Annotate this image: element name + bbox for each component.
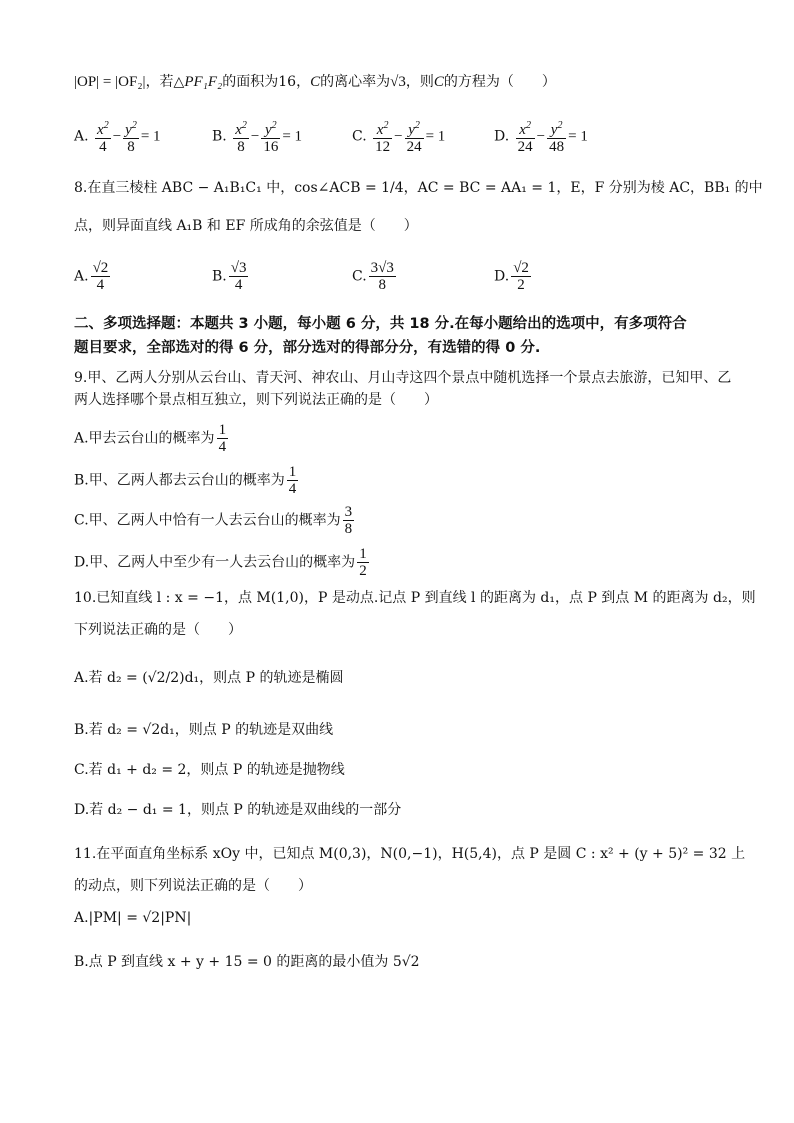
option-c-den2: 24 — [406, 139, 422, 155]
option-text: C.甲、乙两人中恰有一人去云台山的概率为 — [74, 512, 341, 529]
option-c-den1: 12 — [375, 139, 391, 155]
section-2-heading-line-2: 题目要求，全部选对的得 6 分，部分选对的得部分分，有选错的得 0 分. — [74, 340, 541, 356]
frac-num: 1 — [288, 464, 297, 480]
q8-option-d — [494, 260, 533, 293]
q11-option-b: B.点 P 到直线 x + y + 15 = 0 的距离的最小值为 5√2 — [74, 954, 420, 970]
q10-option-c: C.若 d₁ + d₂ = 2，则点 P 的轨迹是抛物线 — [74, 762, 345, 778]
q7-text-1: ，若△ — [145, 74, 185, 90]
option-b-den2: 16 — [263, 139, 279, 155]
q11-line-1: 11.在平面直角坐标系 xOy 中，已知点 M(0,3)，N(0,−1)，H(5,4)，点 P 是圆 C : x² + (y + 5)² = 32 上 — [74, 846, 746, 862]
q8-line-2: 点，则异面直线 A₁B 和 EF 所成角的余弦值是（ ） — [74, 218, 418, 234]
option-a-den1: 4 — [99, 139, 107, 155]
frac-den: 4 — [288, 481, 297, 497]
option-text: B.甲、乙两人都去云台山的概率为 — [74, 472, 285, 489]
frac-den: 8 — [378, 277, 387, 293]
option-label: D. — [494, 128, 510, 145]
option-label: A. — [74, 268, 89, 285]
q11-option-a: A.|PM| = √2|PN| — [74, 910, 192, 926]
q7-lead-expression: |OP| = |OF₂| — [74, 74, 146, 90]
q10-option-d: D.若 d₂ − d₁ = 1，则点 P 的轨迹是双曲线的一部分 — [74, 802, 402, 818]
frac-num: √2 — [513, 260, 529, 276]
q10-line-2: 下列说法正确的是（ ） — [74, 622, 242, 638]
q10-line-1: 10.已知直线 l : x = −1，点 M(1,0)，P 是动点.记点 P 到直线 l 的距离为 d₁，点 P 到点 M 的距离为 d₂，则 — [74, 590, 756, 606]
option-text: A.甲去云台山的概率为 — [74, 430, 215, 447]
q7-text-2: 的面积为16， — [222, 74, 311, 90]
option-b-den1: 8 — [237, 139, 245, 155]
q8-line-1: 8.在直三棱柱 ABC − A₁B₁C₁ 中，cos∠ACB = 1/4，AC = BC = AA₁ = 1，E，F 分别为棱 AC，BB₁ 的中 — [74, 180, 763, 196]
q9-option-c — [74, 504, 356, 537]
frac-num: 3 — [344, 504, 353, 520]
q9-line-2: 两人选择哪个景点相互独立，则下列说法正确的是（ ） — [74, 392, 438, 408]
frac-num: 1 — [218, 422, 227, 438]
option-label: D. — [494, 268, 510, 285]
q9-option-d — [74, 546, 371, 579]
frac-den: 4 — [96, 277, 105, 293]
frac-den: 2 — [517, 277, 525, 293]
frac-den: 8 — [344, 521, 353, 537]
q7-option-b: B. $\frac{x^2}{8}$ − $\frac{y^2}{16}$ = 1 — [212, 120, 303, 155]
q8-option-a — [74, 260, 112, 293]
option-label: C. — [352, 268, 367, 285]
option-label: B. — [212, 128, 227, 145]
q7-sqrt3: √3 — [390, 74, 406, 90]
frac-den: 4 — [234, 277, 243, 293]
frac-num: 1 — [359, 546, 367, 562]
q7-tail-line — [74, 72, 556, 92]
q10-option-b: B.若 d₂ = √2d₁，则点 P 的轨迹是双曲线 — [74, 722, 334, 738]
q7-text-4: ，则 — [405, 74, 434, 90]
q7-option-c: C. $\frac{x^2}{12}$ − $\frac{y^2}{24}$ = 1 — [352, 120, 446, 155]
frac-num: √3 — [230, 260, 247, 276]
q10-option-a: A.若 d₂ = (√2/2)d₁，则点 P 的轨迹是椭圆 — [74, 670, 344, 686]
option-text: D.甲、乙两人中至少有一人去云台山的概率为 — [74, 554, 356, 571]
q8-option-c — [352, 260, 398, 293]
q7-c: C — [310, 74, 321, 90]
q9-option-a — [74, 422, 230, 455]
option-label: C. — [352, 128, 367, 145]
frac-den: 4 — [218, 439, 227, 455]
q7-option-a: A. $\frac{x^2}{4}$ − $\frac{y^2}{8}$ = 1 — [74, 120, 161, 155]
option-label: A. — [74, 128, 89, 145]
q8-option-b — [212, 260, 250, 293]
option-a-den2: 8 — [127, 139, 135, 155]
option-label: B. — [212, 268, 227, 285]
section-2-heading-line-1: 二、多项选择题：本题共 3 小题，每小题 6 分，共 18 分.在每小题给出的选项中，有多项符合 — [74, 316, 687, 332]
q7-c2: C — [433, 74, 444, 90]
q11-line-2: 的动点，则下列说法正确的是（ ） — [74, 878, 312, 894]
q7-text-3: 的离心率为 — [320, 74, 391, 90]
q9-line-1: 9.甲、乙两人分别从云台山、青天河、神农山、月山寺这四个景点中随机选择一个景点去旅游，已知甲、乙 — [74, 370, 732, 386]
q9-option-b — [74, 464, 300, 497]
frac-num: √2 — [92, 260, 109, 276]
q7-triangle: PF₁F₂ — [184, 74, 223, 90]
option-d-den1: 24 — [517, 139, 533, 155]
q7-text-5: 的方程为（ ） — [443, 74, 556, 90]
frac-num: 3√3 — [370, 260, 394, 276]
frac-den: 2 — [359, 563, 367, 579]
q7-option-d: D. $\frac{x^2}{24}$ − $\frac{y^2}{48}$ = 1 — [494, 120, 588, 155]
option-d-den2: 48 — [549, 139, 565, 155]
